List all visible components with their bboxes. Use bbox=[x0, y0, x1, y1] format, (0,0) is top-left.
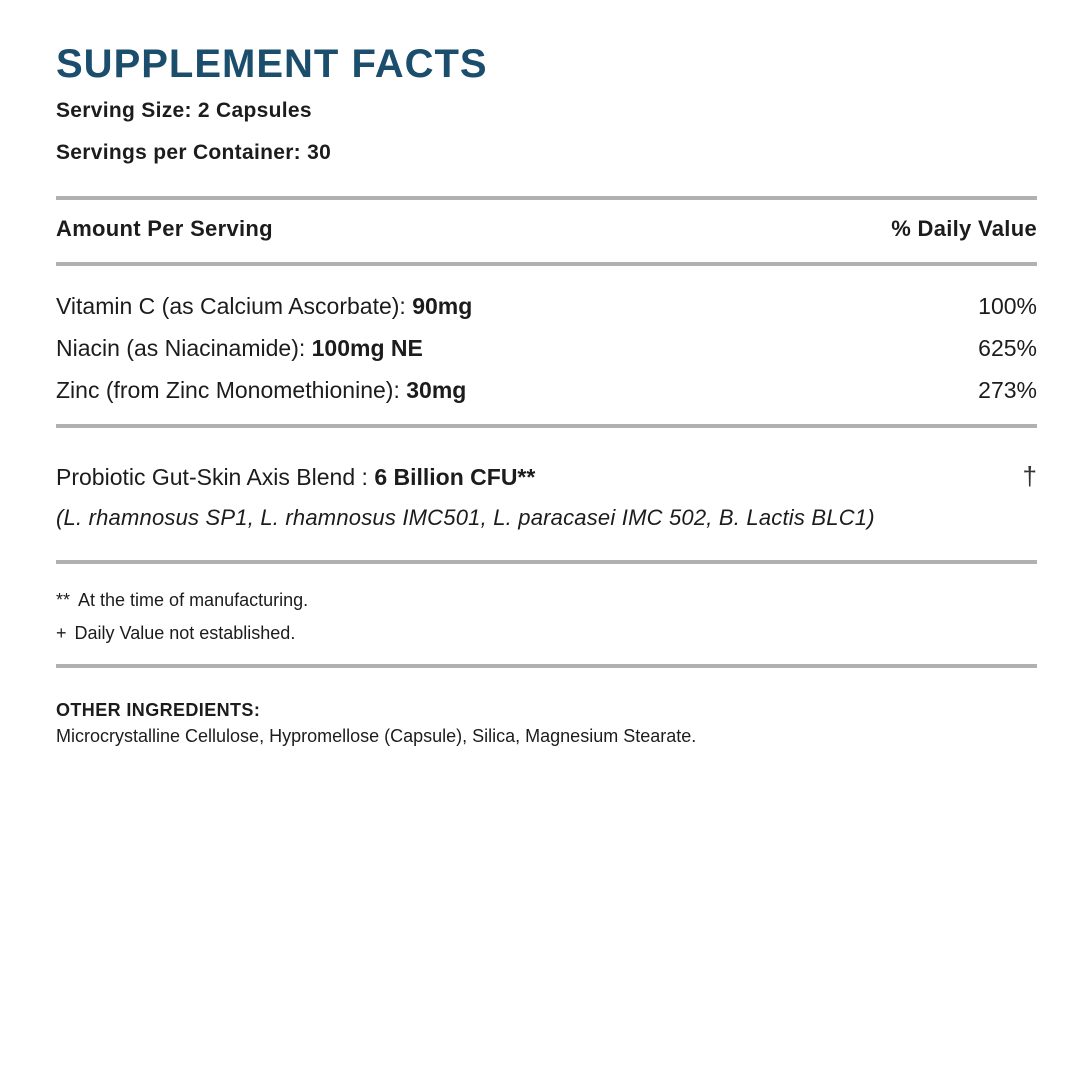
table-header-row bbox=[56, 216, 1037, 242]
header-daily-value: % Daily Value bbox=[891, 216, 1037, 241]
divider bbox=[56, 262, 1037, 266]
nutrient-daily-value: 273% bbox=[978, 377, 1037, 403]
blend-name: Probiotic Gut-Skin Axis Blend : bbox=[56, 464, 375, 490]
divider bbox=[56, 196, 1037, 200]
header-amount-per-serving: Amount Per Serving bbox=[56, 216, 273, 241]
nutrient-name: Zinc (from Zinc Monomethionine): bbox=[56, 377, 407, 403]
blend-strain-list: (L. rhamnosus SP1, L. rhamnosus IMC501, L. paracasei IMC 502, B. Lactis BLC1) bbox=[56, 505, 875, 530]
table-row bbox=[56, 377, 1037, 404]
nutrient-name-and-amount bbox=[56, 377, 466, 404]
serving-size: Serving Size: 2 Capsules bbox=[56, 99, 312, 122]
footnote-text: Daily Value not established. bbox=[74, 623, 296, 643]
nutrient-daily-value: 625% bbox=[978, 335, 1037, 361]
table-row bbox=[56, 335, 1037, 362]
nutrient-daily-value: 100% bbox=[978, 293, 1037, 319]
divider bbox=[56, 664, 1037, 668]
nutrient-amount: 30mg bbox=[406, 377, 467, 403]
page-title: SUPPLEMENT FACTS bbox=[56, 42, 488, 86]
footnote-text: At the time of manufacturing. bbox=[78, 590, 309, 610]
nutrient-name: Vitamin C (as Calcium Ascorbate): bbox=[56, 293, 413, 319]
divider bbox=[56, 424, 1037, 428]
nutrient-name-and-amount bbox=[56, 335, 423, 362]
footnote-marker: + bbox=[56, 623, 67, 643]
other-ingredients-list: Microcrystalline Cellulose, Hypromellose (Capsule), Silica, Magnesium Stearate. bbox=[56, 726, 697, 746]
divider bbox=[56, 560, 1037, 564]
blend-name-and-amount bbox=[56, 464, 535, 491]
nutrient-name: Niacin (as Niacinamide): bbox=[56, 335, 312, 361]
footnote-marker: ** bbox=[56, 590, 71, 610]
table-row-blend bbox=[56, 461, 1037, 492]
servings-per-container: Servings per Container: 30 bbox=[56, 141, 332, 164]
dagger-symbol: † bbox=[1022, 461, 1037, 491]
nutrient-name-and-amount bbox=[56, 293, 472, 320]
other-ingredients-heading: OTHER INGREDIENTS: bbox=[56, 700, 261, 720]
footnote-daily-value bbox=[56, 623, 1037, 644]
footnote-manufacturing bbox=[56, 590, 1037, 611]
table-row bbox=[56, 293, 1037, 320]
blend-amount: 6 Billion CFU** bbox=[374, 464, 536, 490]
nutrient-amount: 100mg NE bbox=[311, 335, 423, 361]
nutrient-amount: 90mg bbox=[412, 293, 473, 319]
